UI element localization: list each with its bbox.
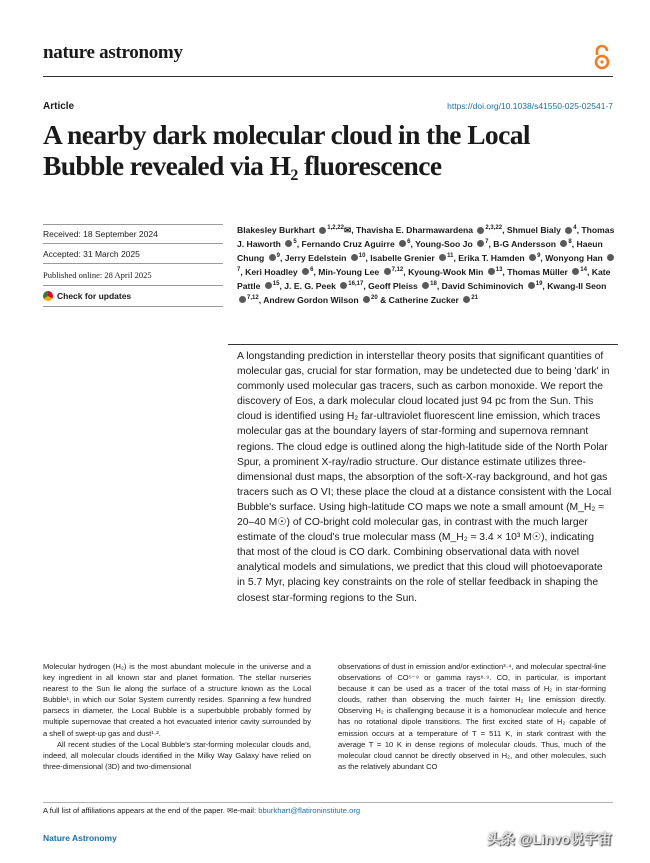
author[interactable] — [285, 253, 366, 263]
author[interactable] — [301, 239, 410, 249]
author-affiliation: 18 — [430, 280, 437, 287]
author[interactable] — [284, 281, 363, 291]
received-date: Received: 18 September 2024 — [43, 229, 158, 239]
author-list: Blakesley Burkhart $^{1,2,22}$✉, Thavisha E. Dharmawardena $^{2,3,22}$, Shmuel Bialy $^4$, Thomas J. Haworth $^5$, Fernando Cruz Aguirre $^6$, Young-Soo Jo $^7$, B-G Andersson $^8$, Haeun Chung $^9$, Jerry Edelstein $^{10}$, Isabelle Grenier $^{11}$, Erika T. Hamden $^9$, Wonyong Han $^7$, Keri Hoadley $^6$, Min-Young Lee $^{7,12}$, Kyoung-Wook Min $^{13}$, Thomas Müller $^{14}$, Kate Pattle $^{15}$, J. E. G. Peek $^{16,17}$, Geoff Pleiss $^{18}$, David Schiminovich $^{19}$, Kwang-Il Seon $^{7,12}$, Andrew Gordon Wilson $^{20}$ & Catherine Zucker $^{21}$ — [237, 225, 615, 305]
author-name: Kyoung-Wook Min — [408, 266, 484, 277]
orcid-icon[interactable] — [302, 268, 309, 275]
author-affiliation: 4 — [573, 225, 577, 232]
orcid-icon[interactable] — [422, 282, 429, 289]
author[interactable] — [415, 239, 488, 249]
orcid-icon[interactable] — [528, 282, 535, 289]
author[interactable] — [370, 253, 453, 263]
author-name: B-G Andersson — [493, 238, 556, 249]
author-name: Catherine Zucker — [388, 294, 459, 305]
author[interactable] — [318, 267, 403, 277]
orcid-icon[interactable] — [340, 282, 347, 289]
orcid-icon[interactable] — [239, 296, 246, 303]
author-name: Erika T. Hamden — [458, 252, 525, 263]
author[interactable] — [507, 225, 577, 235]
author-affiliation: 6 — [310, 266, 314, 273]
author[interactable] — [493, 239, 571, 249]
author-name: Kwang-Il Seon — [547, 280, 607, 291]
orcid-icon[interactable] — [477, 240, 484, 247]
body-paragraph: All recent studies of the Local Bubble's star-forming molecular clouds and, indeed, all molecular clouds identified in the Milky Way Galaxy have relied on three-dimensional (3D) and two-dimensional — [43, 739, 311, 771]
footer-journal-name: Nature Astronomy — [43, 833, 117, 843]
author[interactable] — [408, 267, 502, 277]
body-paragraph: observations of dust in emission and/or extinction³·⁴, and molecular spectral-line observations of CO⁵⁻⁹ or gamma rays⁸·⁹. CO, in particular, is important because it can be used as a tracer of the total mass of H₂ in star-forming clouds, rather than observing the much fainter H₂ line emission directly. Observing H₂ is challenging because it is a homonuclear molecule and hence has no rotational dipole transitions. The first excited state of H₂ capable of emission occurs at a temperature of T = 511 K, in stark contrast with the average T = 10 K in dense regions of molecular clouds. Thus, much of the molecular cloud cannot be directly observed in H₂, and other molecules, such as the relatively abundant CO — [338, 662, 606, 771]
author-affiliation: 15 — [272, 280, 280, 287]
orcid-icon[interactable] — [399, 240, 406, 247]
meta-divider — [43, 306, 223, 307]
author-name: Young-Soo Jo — [415, 238, 473, 249]
orcid-icon[interactable] — [269, 254, 276, 261]
author-name: Thomas J. Haworth — [237, 225, 615, 249]
author-name: Geoff Pleiss — [368, 280, 418, 291]
orcid-icon[interactable] — [463, 296, 470, 303]
body-paragraph: Molecular hydrogen (H₂) is the most abundant molecule in the universe and a key ingredient in all known star and planet formation. The stellar nurseries nearest to the Sun lie along the surface of a structure known as the Local Bubble¹, in which our Solar System currently resides. Spanning a few hundred parsecs in diameter, the Local Bubble is a superbubble probably formed by multiple supernovae that created a hot evacuated interior cavity surrounded by a shell of swept-up gas and dust¹·². — [43, 662, 311, 738]
author-affiliation: 13 — [495, 266, 503, 273]
author[interactable] — [458, 253, 540, 263]
footnote-divider — [43, 802, 613, 803]
mail-icon: ✉ — [226, 806, 234, 815]
author-affiliation: 7 — [485, 239, 489, 246]
author-affiliation: 10 — [358, 252, 366, 259]
author-name: Kate Pattle — [237, 266, 611, 291]
author[interactable] — [356, 225, 502, 235]
abstract-divider — [228, 344, 618, 345]
author-name: Keri Hoadley — [245, 266, 298, 277]
author-affiliation: 8 — [568, 239, 572, 246]
author-affiliation: 14 — [580, 266, 587, 273]
author[interactable] — [368, 281, 437, 291]
author-name: Andrew Gordon Wilson — [263, 294, 359, 305]
watermark: 头条 @Linvo说宇宙 — [487, 831, 612, 847]
affiliations-footnote: A full list of affiliations appears at the end of the paper. ✉e-mail: bburkhart@flatironinstitute.org — [43, 806, 361, 815]
author[interactable] — [245, 267, 313, 277]
author-affiliation: 7,12 — [391, 266, 404, 273]
orcid-icon[interactable] — [285, 240, 292, 247]
accepted-date: Accepted: 31 March 2025 — [43, 249, 140, 259]
published-date: Published online: 28 April 2025 — [43, 270, 152, 280]
doi-link[interactable]: https://doi.org/10.1038/s41550-025-02541-7 — [447, 101, 613, 111]
open-access-icon — [593, 44, 611, 70]
journal-name: nature astronomy — [43, 42, 183, 63]
author-name: Thavisha E. Dharmawardena — [355, 225, 473, 235]
meta-divider — [43, 285, 223, 286]
check-for-updates-button[interactable] — [43, 291, 131, 301]
orcid-icon[interactable] — [607, 254, 614, 261]
body-column-left — [43, 661, 311, 772]
email-link[interactable]: bburkhart@flatironinstitute.org — [258, 806, 361, 815]
author-name: Wonyong Han — [545, 252, 603, 263]
article-title: A nearby dark molecular cloud in the Local Bubble revealed via $H_2$ fluorescence — [43, 119, 530, 184]
orcid-icon[interactable] — [265, 282, 272, 289]
header-divider — [43, 76, 613, 77]
author-affiliation: 1,2,22 — [327, 225, 344, 232]
orcid-icon[interactable] — [384, 268, 391, 275]
author-name: Haeun Chung — [237, 238, 603, 263]
author-name: Isabelle Grenier — [370, 252, 435, 263]
orcid-icon[interactable] — [319, 227, 326, 234]
author-name: Blakesley Burkhart — [237, 225, 315, 235]
orcid-icon[interactable] — [439, 254, 446, 261]
author-affiliation: 11 — [447, 252, 454, 259]
author-name: Thomas Müller — [507, 266, 568, 277]
orcid-icon[interactable] — [560, 240, 567, 247]
mail-icon[interactable]: ✉ — [344, 225, 352, 235]
article-type: Article — [43, 101, 75, 112]
author-affiliation: 6 — [407, 239, 411, 246]
author[interactable] — [263, 295, 378, 305]
author-name: David Schiminovich — [441, 280, 524, 291]
author-affiliation: 21 — [471, 294, 478, 301]
author-affiliation: 19 — [535, 280, 543, 287]
orcid-icon[interactable] — [351, 254, 358, 261]
author-affiliation: 9 — [276, 252, 280, 259]
orcid-icon[interactable] — [488, 268, 495, 275]
author[interactable] — [389, 295, 478, 305]
orcid-icon[interactable] — [477, 227, 484, 234]
author-affiliation: 2,3,22 — [485, 225, 503, 232]
orcid-icon[interactable] — [529, 254, 536, 261]
orcid-icon[interactable] — [363, 296, 370, 303]
author-affiliation: 9 — [537, 252, 541, 259]
author[interactable] — [237, 225, 344, 235]
orcid-icon[interactable] — [572, 268, 579, 275]
author-name: Fernando Cruz Aguirre — [301, 238, 395, 249]
author-name: Min-Young Lee — [318, 266, 380, 277]
author[interactable] — [507, 267, 587, 277]
author-affiliation: 20 — [370, 294, 378, 301]
author-name: Jerry Edelstein — [284, 252, 347, 263]
orcid-icon[interactable] — [565, 227, 572, 234]
meta-divider — [43, 243, 223, 244]
abstract-text: A longstanding prediction in interstellar theory posits that significant quantities of molecular gas, crucial for star formation, may be undetected due to being 'dark' in commonly used molecular gas tracers, such as carbon monoxide. We report the discovery of Eos, a dark molecular cloud located just 94 pc from the Sun. This cloud is identified using H₂ far-ultraviolet fluorescent line emission, which traces molecular gas at the boundary layers of star-forming and supernova remnant regions. The cloud edge is outlined along the high-latitude side of the North Polar Spur, a prominent X-ray/radio structure. Our distance estimate utilizes three-dimensional dust maps, the absorption of the soft-X-ray background, and hot gas tracers such as O VI; these place the cloud at a distance consistent with the Local Bubble's surface. Using high-latitude CO maps we note a small amount (M_H₂ ≈ 20–40 M☉) of CO-bright cold molecular gas, in contrast with the much larger estimate of the cloud's true molecular mass (M_H₂ ≈ 3.4 × 10³ M☉), indicating that most of the cloud is CO dark. Combining observational data with novel analytical models and simulations, we predict that this cloud will photoevaporate in 5.7 Myr, placing key constraints on the role of stellar feedback in shaping the closest star-forming regions to the Sun. — [237, 351, 612, 604]
author-affiliation: 7,12 — [247, 294, 259, 301]
author-affiliation: 7 — [237, 266, 241, 273]
body-column-right — [338, 661, 606, 772]
meta-divider — [43, 224, 223, 225]
author-name: Shmuel Bialy — [506, 225, 561, 235]
crossmark-icon — [43, 291, 53, 301]
author-affiliation: 5 — [293, 239, 297, 246]
meta-divider — [43, 263, 223, 264]
author-name: J. E. G. Peek — [284, 280, 336, 291]
author-affiliation: 16,17 — [348, 280, 364, 287]
author[interactable] — [442, 281, 543, 291]
check-for-updates-label: Check for updates — [57, 291, 132, 301]
